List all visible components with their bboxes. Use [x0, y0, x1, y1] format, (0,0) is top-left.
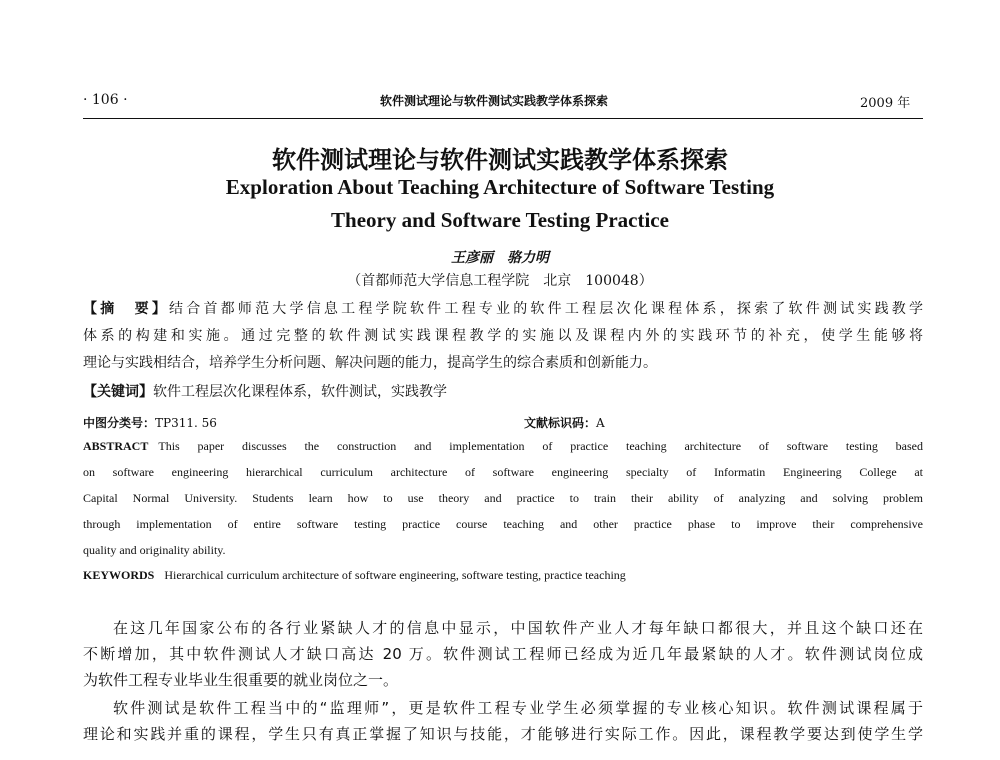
authors: 王彦丽 骆力明	[451, 250, 549, 266]
abstract-en-line: on software engineering hierarchical curriculum architecture of software engineering specialty of Informatin Engineering College at	[83, 465, 923, 479]
abstract-cn-line	[83, 302, 923, 316]
keywords-cn-label: 【关键词】	[83, 384, 153, 400]
running-title: 软件测试理论与软件测试实践教学体系探索	[380, 94, 609, 108]
abstract-cn-text: 结合首都师范大学信息工程学院软件工程专业的软件工程层次化课程体系，探索了软件测试实践教学	[169, 301, 924, 317]
title-english-line-2: Theory and Software Testing Practice	[331, 208, 669, 232]
abstract-cn-label: 【摘 要】	[83, 301, 170, 317]
keywords-en-label: KEYWORDS	[83, 568, 155, 582]
keywords-cn	[83, 385, 923, 399]
classification-number	[83, 414, 217, 431]
abstract-en-line	[83, 440, 923, 452]
keywords-cn-text: 软件工程层次化课程体系，软件测试，实践教学	[153, 384, 447, 400]
body-para2-line: 理论和实践并重的课程，学生只有真正掌握了知识与技能，才能够进行实际工作。因此，课程教学要达到使学生学	[83, 725, 923, 743]
body-para1-line: 在这几年国家公布的各行业紧缺人才的信息中显示，中国软件产业人才每年缺口都很大，并且这个缺口还在	[113, 619, 923, 637]
document-code-value: A	[596, 416, 605, 430]
abstract-en-label: ABSTRACT	[83, 439, 149, 453]
keywords-en	[83, 569, 923, 581]
header-rule	[83, 118, 923, 119]
page-number: · 106 ·	[83, 92, 128, 108]
classification-value: TP311. 56	[155, 416, 217, 430]
abstract-en-line: Capital Normal University. Students learn how to use theory and practice to train their ability of analyzing and solving problem	[83, 491, 923, 505]
abstract-cn-line: 理论与实践相结合，培养学生分析问题、解决问题的能力，提高学生的综合素质和创新能力。	[83, 355, 657, 371]
header-year: 2009 年	[860, 96, 911, 111]
abstract-en-text: This paper discusses the construction and implementation of practice teaching architecture of software testing based	[158, 439, 923, 453]
body-para2-line: 软件测试是软件工程当中的“监理师”，更是软件工程专业学生必须掌握的专业核心知识。软件测试课程属于	[113, 699, 923, 717]
classification-label: 中图分类号：	[83, 416, 156, 430]
body-para1-line: 不断增加，其中软件测试人才缺口高达 20 万。软件测试工程师已经成为近几年最紧缺的人才。软件测试岗位成	[83, 645, 923, 663]
title-chinese: 软件测试理论与软件测试实践教学体系探索	[272, 146, 728, 174]
affiliation: （首都师范大学信息工程学院 北京 100048）	[347, 273, 653, 289]
document-code	[524, 414, 605, 431]
abstract-en-line: quality and originality ability.	[83, 543, 226, 557]
abstract-en-line: through implementation of entire software testing practice course teaching and other practice phase to improve their comprehensive	[83, 517, 923, 531]
title-english-line-1: Exploration About Teaching Architecture of Software Testing	[225, 175, 775, 199]
document-code-label: 文献标识码：	[524, 416, 597, 430]
body-para1-line: 为软件工程专业毕业生很重要的就业岗位之一。	[83, 671, 399, 689]
abstract-cn-line: 体系的构建和实施。通过完整的软件测试实践课程教学的实施以及课程内外的实践环节的补充，使学生能够将	[83, 328, 923, 344]
keywords-en-text: Hierarchical curriculum architecture of software engineering, software testing, practice teaching	[164, 568, 626, 582]
